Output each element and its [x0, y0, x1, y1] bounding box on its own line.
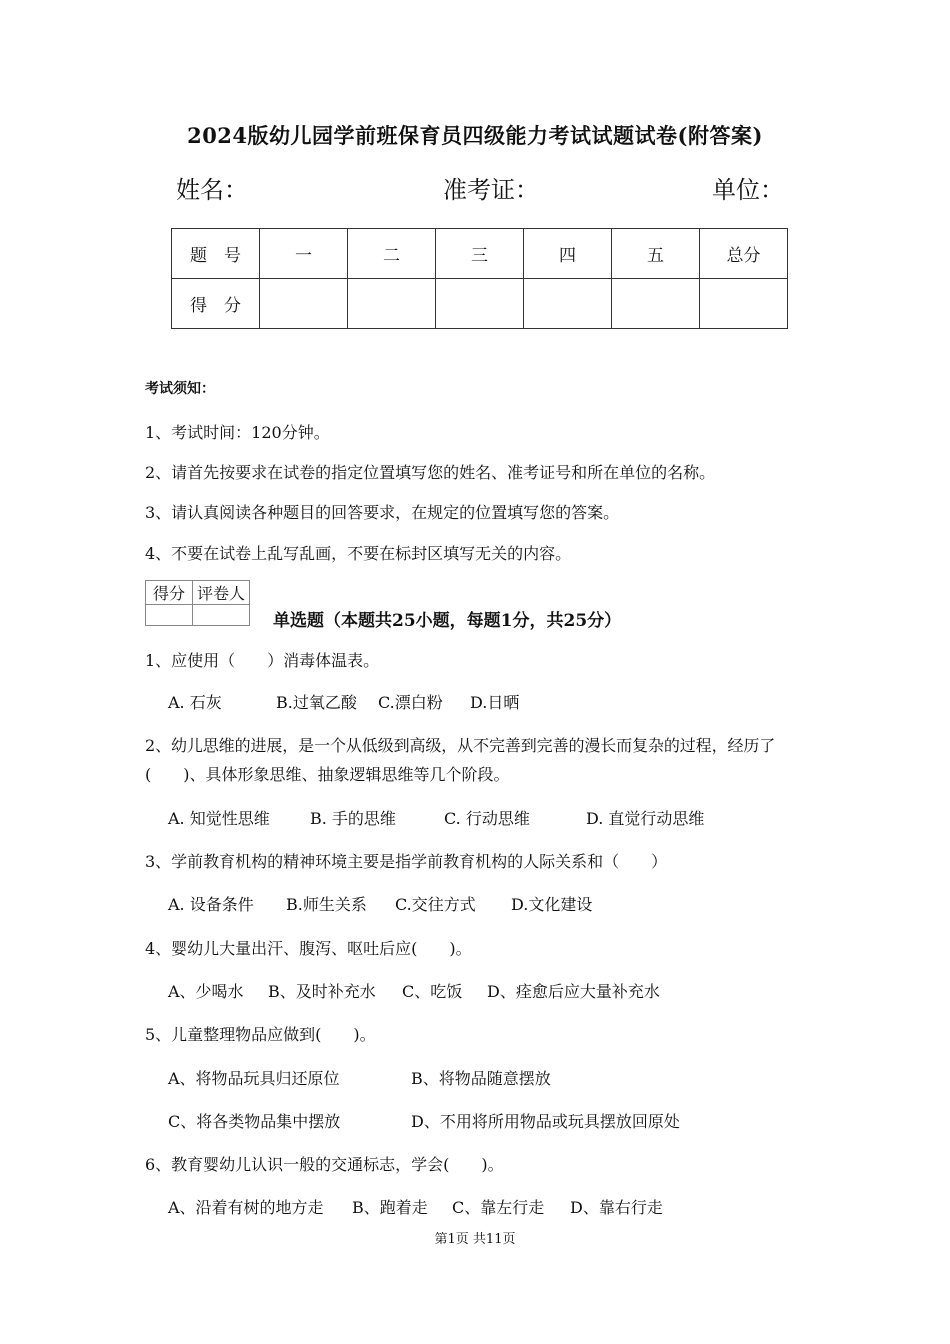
option-b[interactable]: B、将物品随意摆放 [411, 1069, 551, 1088]
question-stem: 4、婴幼儿大量出汗、腹泻、呕吐后应( )。 [145, 939, 472, 958]
option-c[interactable]: C、吃饭 [402, 982, 463, 1001]
question-stem: 5、儿童整理物品应做到( )。 [145, 1025, 376, 1044]
score-table-header-cell: 一 [260, 229, 348, 279]
option-c[interactable]: C.漂白粉 [378, 693, 443, 712]
option-b[interactable]: B.师生关系 [286, 895, 367, 914]
option-c[interactable]: C、靠左行走 [452, 1198, 545, 1217]
score-cell[interactable] [436, 279, 524, 329]
grader-box-score-cell[interactable] [146, 605, 193, 626]
score-table-header-row [172, 229, 788, 279]
option-d[interactable]: D. 直觉行动思维 [586, 809, 705, 828]
question-stem: 2、幼儿思维的进展，是一个从低级到高级，从不完善到完善的漫长而复杂的过程，经历了 [145, 736, 776, 755]
score-cell[interactable] [348, 279, 436, 329]
grader-box-grader-label: 评卷人 [193, 581, 250, 605]
score-table-header-cell: 五 [612, 229, 700, 279]
score-table-header-cell: 四 [524, 229, 612, 279]
notice-item: 4、不要在试卷上乱写乱画，不要在标封区填写无关的内容。 [145, 544, 572, 563]
notice-item: 3、请认真阅读各种题目的回答要求，在规定的位置填写您的答案。 [145, 503, 620, 522]
notice-item: 1、考试时间：120分钟。 [145, 423, 330, 442]
name-field-label: 姓名： [176, 176, 248, 204]
option-a[interactable]: A. 设备条件 [168, 895, 254, 914]
score-table-score-row [172, 279, 788, 329]
score-cell[interactable] [700, 279, 788, 329]
exam-id-field-label: 准考证： [443, 176, 539, 204]
score-row-label: 得 分 [172, 279, 260, 329]
score-table [171, 228, 788, 329]
section-title: 单选题（本题共25小题，每题1分，共25分） [273, 611, 622, 631]
score-cell[interactable] [260, 279, 348, 329]
option-d[interactable]: D.文化建设 [511, 895, 593, 914]
option-a[interactable]: A、将物品玩具归还原位 [168, 1069, 340, 1088]
grader-box-grader-cell[interactable] [193, 605, 250, 626]
option-b[interactable]: B、跑着走 [352, 1198, 428, 1217]
score-table-header-cell: 二 [348, 229, 436, 279]
option-a[interactable]: A. 石灰 [168, 693, 222, 712]
option-a[interactable]: A、沿着有树的地方走 [168, 1198, 324, 1217]
option-b[interactable]: B.过氧乙酸 [276, 693, 357, 712]
option-d[interactable]: D、不用将所用物品或玩具摆放回原处 [411, 1112, 680, 1131]
option-c[interactable]: C.交往方式 [395, 895, 476, 914]
grader-box-score-label: 得分 [146, 581, 193, 605]
score-cell[interactable] [612, 279, 700, 329]
option-d[interactable]: D.日晒 [470, 693, 520, 712]
question-stem: 1、应使用（ ）消毒体温表。 [145, 651, 380, 670]
option-d[interactable]: D、靠右行走 [570, 1198, 663, 1217]
option-b[interactable]: B. 手的思维 [310, 809, 396, 828]
option-d[interactable]: D、痊愈后应大量补充水 [487, 982, 660, 1001]
option-c[interactable]: C. 行动思维 [444, 809, 530, 828]
document-title: 2024版幼儿园学前班保育员四级能力考试试题试卷(附答案) [187, 123, 763, 148]
notice-title: 考试须知： [145, 381, 215, 397]
score-cell[interactable] [524, 279, 612, 329]
question-stem-continued: ( )、具体形象思维、抽象逻辑思维等几个阶段。 [145, 765, 510, 784]
unit-field-label: 单位： [712, 176, 784, 204]
score-table-header-cell: 总分 [700, 229, 788, 279]
question-stem: 3、学前教育机构的精神环境主要是指学前教育机构的人际关系和（ ） [145, 852, 668, 871]
notice-item: 2、请首先按要求在试卷的指定位置填写您的姓名、准考证号和所在单位的名称。 [145, 463, 716, 482]
grader-box [145, 580, 250, 626]
option-b[interactable]: B、及时补充水 [268, 982, 376, 1001]
score-table-header-cell: 题 号 [172, 229, 260, 279]
option-a[interactable]: A. 知觉性思维 [168, 809, 270, 828]
score-table-header-cell: 三 [436, 229, 524, 279]
option-c[interactable]: C、将各类物品集中摆放 [168, 1112, 341, 1131]
page-footer: 第1页 共11页 [434, 1232, 516, 1247]
option-a[interactable]: A、少喝水 [168, 982, 244, 1001]
question-stem: 6、教育婴幼儿认识一般的交通标志，学会( )。 [145, 1155, 504, 1174]
